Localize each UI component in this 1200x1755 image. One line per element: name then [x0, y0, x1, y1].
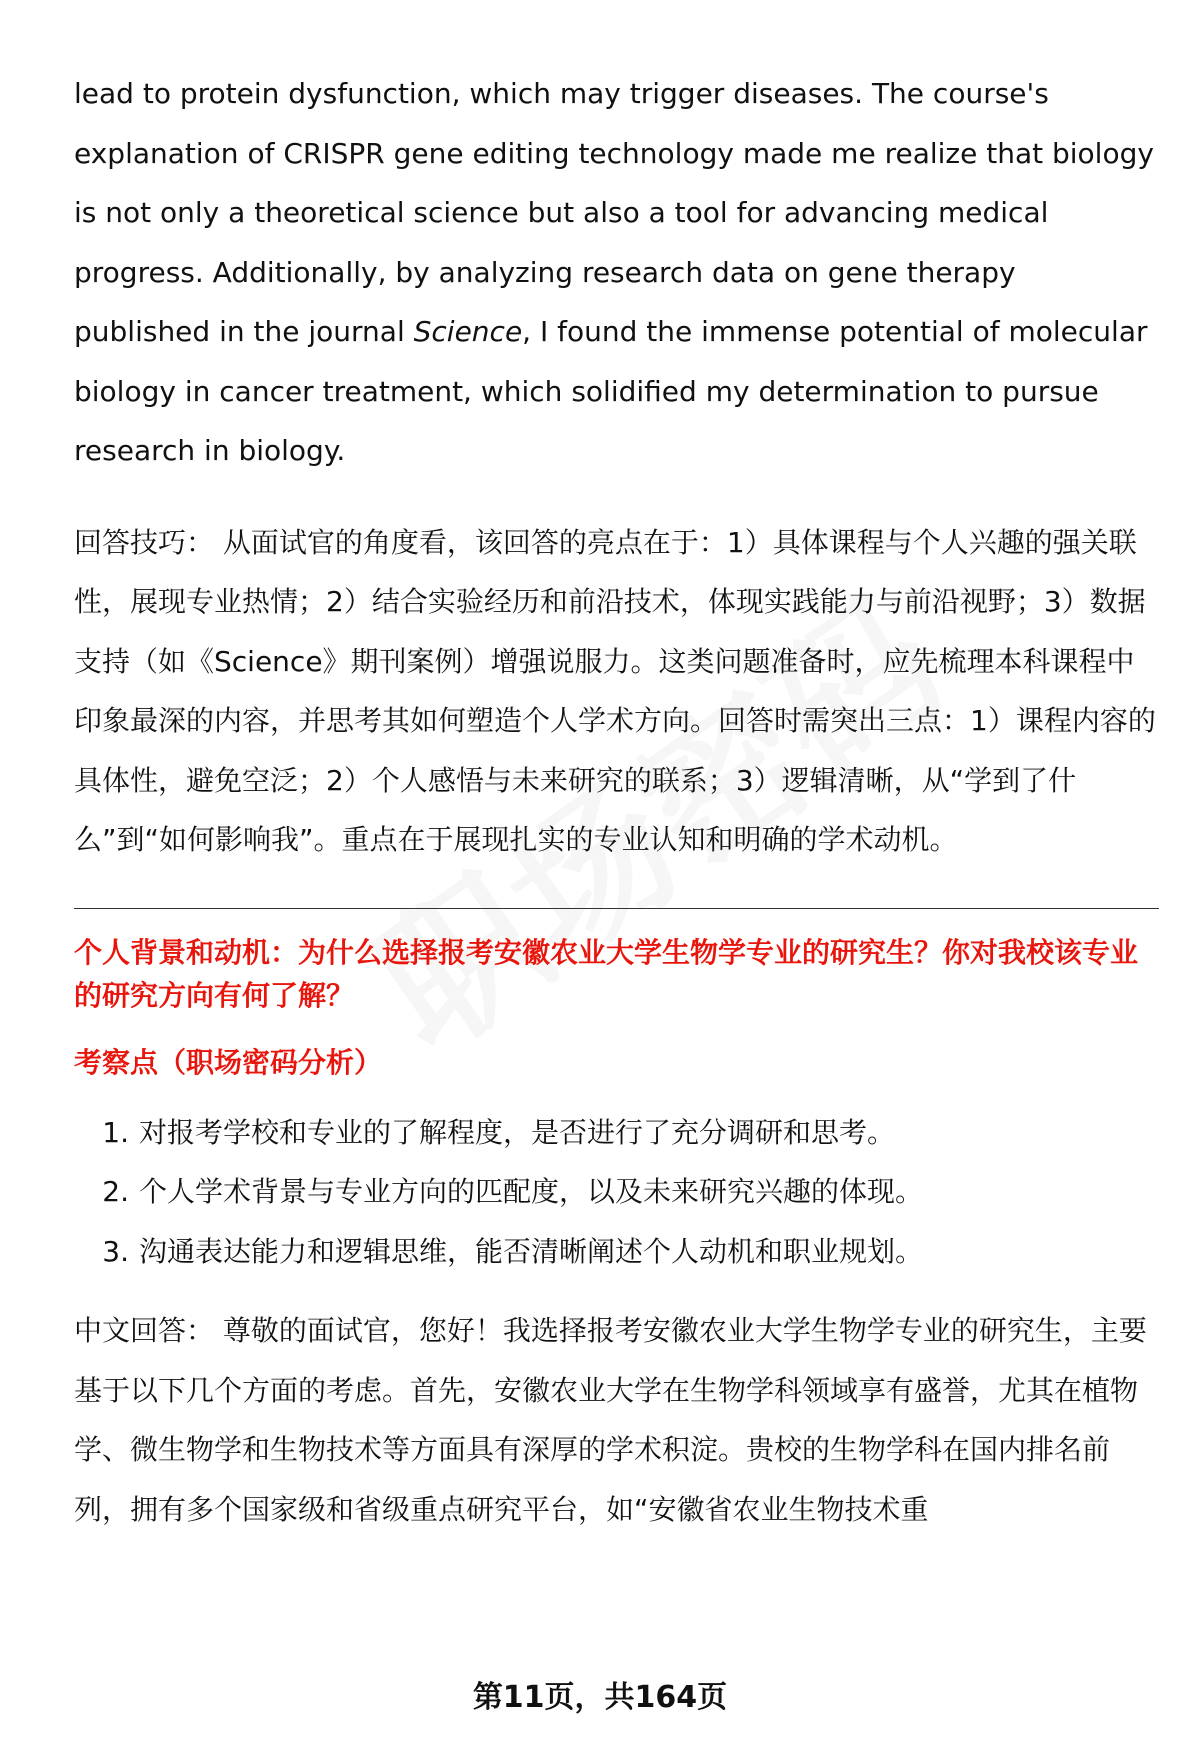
list-item [74, 1103, 1159, 1163]
exam-points-heading: 考察点（职场密码分析） [74, 1045, 383, 1079]
english-answer-text-2: , I found the immense potential of molecular biology in cancer treatment, which solidified my determination to pursue research in biology. [74, 315, 1148, 467]
list-item-number: 3. [102, 1234, 129, 1268]
exam-points-list [74, 1103, 1159, 1282]
english-answer-text-1: lead to protein dysfunction, which may trigger diseases. The course's explanation of CRISPR gene editing technology made me realize that biology is not only a theoretical science but also a tool for advancing medical progress. Additionally, by analyzing research data on gene therapy published in the journal [74, 77, 1154, 348]
list-item-text: 对报考学校和专业的了解程度，是否进行了充分调研和思考。 [139, 1115, 896, 1149]
page-footer: 第11页，共164页 [472, 1680, 728, 1715]
chinese-answer-paragraph: 中文回答： 尊敬的面试官，您好！我选择报考安徽农业大学生物学专业的研究生，主要基于以下几个方面的考虑。首先，安徽农业大学在生物学科领域享有盛誉，尤其在植物学、微生物学和生物技术等方面具有深厚的学术积淀。贵校的生物学科在国内排名前列，拥有多个国家级和省级重点研究平台，如“安徽省农业生物技术重 [74, 1314, 1147, 1526]
list-item-text: 个人学术背景与专业方向的匹配度，以及未来研究兴趣的体现。 [139, 1175, 924, 1208]
answer-tips-paragraph: 回答技巧： 从面试官的角度看，该回答的亮点在于：1）具体课程与个人兴趣的强关联性，展现专业热情；2）结合实验经历和前沿技术，体现实践能力与前沿视野；3）数据支持（如《Science》期刊案例）增强说服力。这类问题准备时，应先梳理本科课程中印象最深的内容，并思考其如何塑造个人学术方向。回答时需突出三点：1）课程内容的具体性，避免空泛；2）个人感悟与未来研究的联系；3）逻辑清晰，从“学到了什么”到“如何影响我”。重点在于展现扎实的专业认知和明确的学术动机。 [74, 525, 1156, 856]
list-item-number: 1. [102, 1115, 129, 1149]
question-heading: 个人背景和动机：为什么选择报考安徽农业大学生物学专业的研究生？你对我校该专业的研究方向有何了解？ [74, 935, 1139, 1012]
section-divider [74, 908, 1159, 909]
list-item [74, 1222, 1159, 1282]
list-item-text: 沟通表达能力和逻辑思维，能否清晰阐述个人动机和职业规划。 [139, 1234, 924, 1268]
document-page [74, 64, 1159, 1539]
list-item-number: 2. [102, 1175, 129, 1208]
journal-name: Science [413, 315, 523, 348]
list-item [74, 1162, 1159, 1222]
english-answer-paragraph [74, 64, 1159, 481]
